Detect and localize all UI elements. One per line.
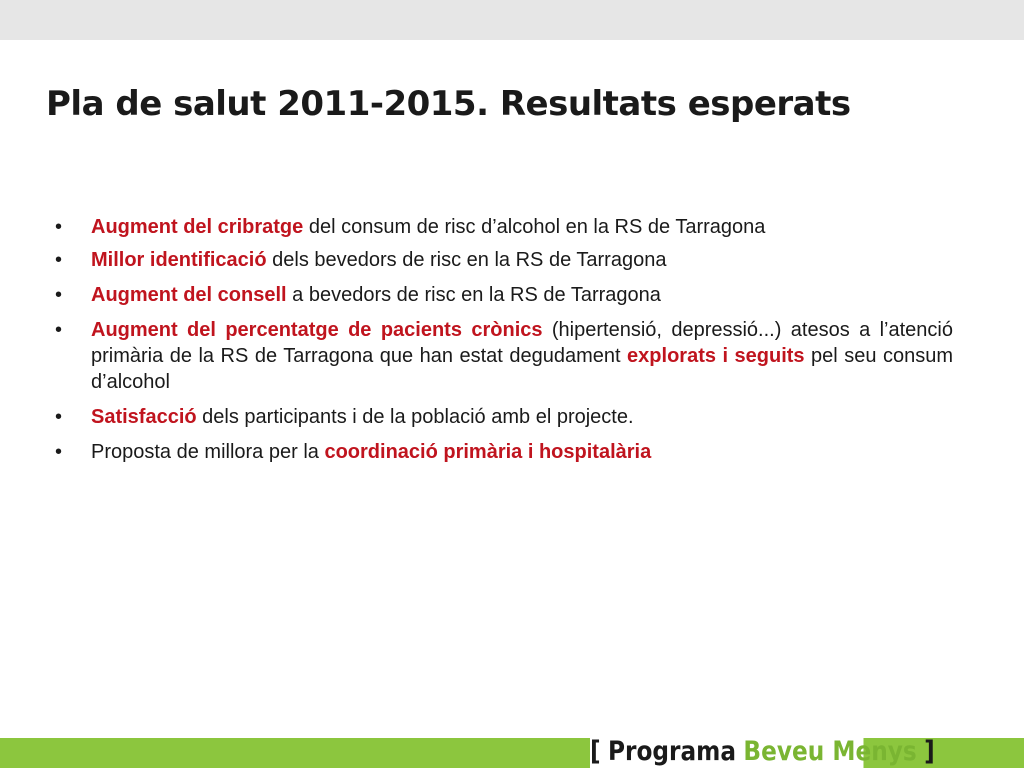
footer-logo: [590, 736, 935, 768]
bullet-item: [55, 282, 953, 308]
bullet-item: [55, 247, 953, 273]
bullet-item: [55, 439, 953, 465]
bullet-mark: •: [55, 406, 63, 428]
bullet-highlight-text: Augment del percentatge de pacients crònics: [91, 319, 543, 341]
footer-program-word: Programa: [608, 736, 737, 767]
bullet-text: dels bevedors de risc en la RS de Tarragona: [266, 249, 667, 271]
footer-brand-name: Beveu Menys: [743, 736, 917, 767]
bullet-highlight-text: coordinació primària i hospitalària: [324, 441, 652, 463]
bullet-text: del consum de risc d’alcohol en la RS de Tarragona: [303, 216, 766, 238]
bullet-item: [55, 317, 953, 395]
bullet-mark: •: [55, 249, 63, 271]
bullet-text: pel seu consum d’alcohol: [91, 345, 954, 393]
bullet-text: (hipertensió, depressió...) atesos a l’atenció primària de la RS de Tarragona que han estat degudament: [91, 319, 953, 367]
bullet-item: [55, 214, 953, 240]
bullet-list: [55, 214, 953, 474]
top-band: [0, 0, 1024, 40]
bullet-highlight-text: Augment del cribratge: [91, 216, 304, 238]
footer-open-bracket: [: [590, 736, 601, 767]
bullet-mark: •: [55, 284, 63, 306]
bullet-highlight-text: Satisfacció: [91, 406, 197, 428]
bullet-mark: •: [55, 319, 63, 341]
bullet-mark: •: [55, 441, 63, 463]
bullet-text: Proposta de millora per la: [91, 441, 325, 463]
bullet-highlight-text: Millor identificació: [91, 249, 267, 271]
bullet-highlight-text: explorats i seguits: [627, 345, 805, 367]
bullet-item: [55, 404, 953, 430]
bullet-highlight-text: Augment del consell: [91, 284, 287, 306]
bullet-text: dels participants i de la població amb el projecte.: [196, 406, 634, 428]
footer-close-bracket: ]: [924, 736, 935, 767]
slide-title: Pla de salut 2011-2015. Resultats esperats: [46, 84, 851, 124]
bullet-text: a bevedors de risc en la RS de Tarragona: [286, 284, 661, 306]
bullet-mark: •: [55, 216, 63, 238]
